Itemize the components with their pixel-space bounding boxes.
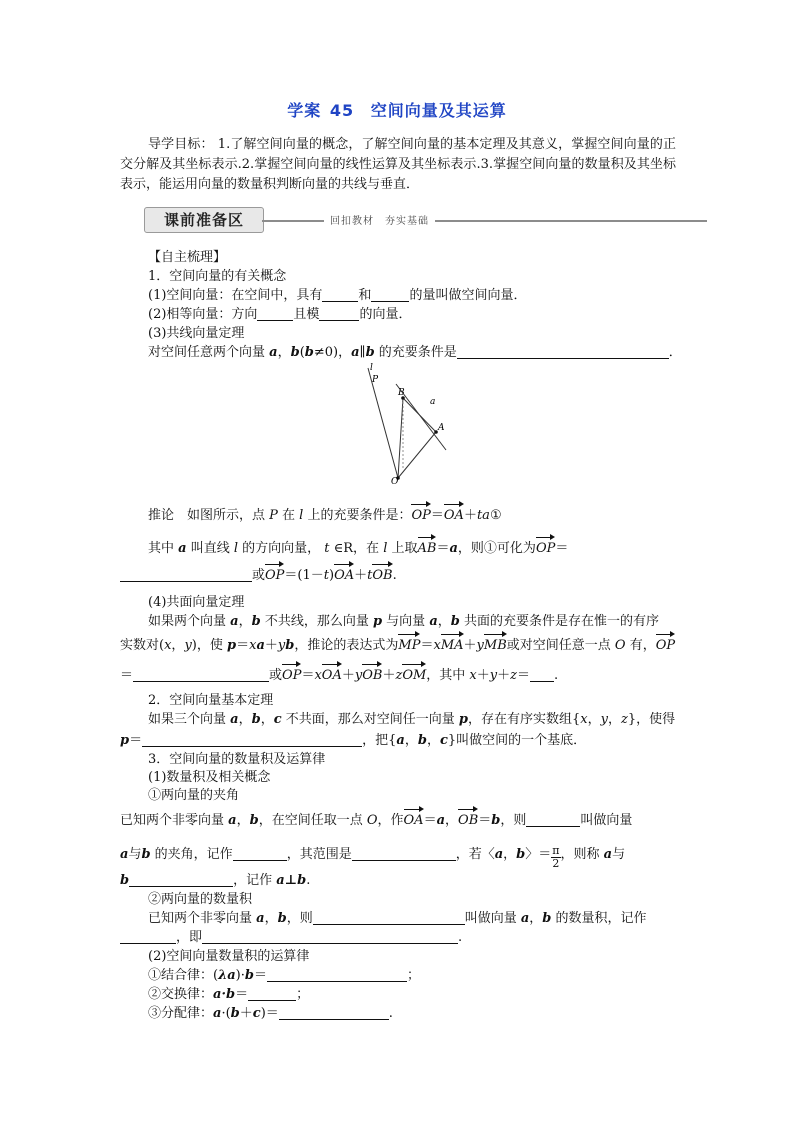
page-title [0,98,794,121]
heading-laws: (2)空间向量数量积的运算律 [148,949,310,964]
label-p: P [372,375,379,385]
blank-9[interactable] [142,732,362,747]
line-equal-vector: (2)相等向量：方向 且模 的向量． [148,307,412,322]
blank-3[interactable] [257,306,293,321]
law-associative: ①结合律：(λa)·b＝ ； [148,968,420,983]
line-corollary: 推论 如图所示，点 P 在 l 上的充要条件是：OP＝OA＋ta① [148,508,502,523]
label-a: A [438,423,445,433]
heading-angle: ①两向量的夹角 [148,788,240,803]
line-angle-a: 已知两个非零向量 a，b，在空间任取一点 O，作OA＝a，OB＝b，则 叫做向量 [120,813,633,828]
label-o: O [391,477,399,485]
line-dot-product-b: ，即 . [120,929,462,947]
heading-basic-theorem: 2．空间向量基本定理 [148,693,274,708]
learning-objectives: 导学目标： 1.了解空间向量的概念，了解空间向量的基本定理及其意义，掌握空间向量的正交分解及其坐标表示.2.掌握空间向量的线性运算及其坐标表示.3.掌握空间向量的数量积及其坐标表示，能运用向量的数量积判断向量的共线与垂直． [120,137,676,192]
line-coplanar-b: 实数对(x，y)，使 p＝xa＋yb，推论的表达式为MP＝xMA＋yMB或对空间任意一点 O 有，OP [120,638,676,653]
blank-15[interactable] [120,929,176,944]
blank-2[interactable] [371,287,409,302]
blank-19[interactable] [279,1005,389,1020]
heading-concepts: 1．空间向量的有关概念 [148,269,287,284]
title-number: 45 [329,101,355,120]
section-banner [144,205,707,235]
heading-dot-product-def: ②两向量的数量积 [148,892,253,907]
heading-dot-concepts: (1)数量积及相关概念 [148,770,271,785]
heading-coplanar: (4)共面向量定理 [148,595,245,610]
label-l: l [370,363,373,373]
segment-oa [398,432,436,478]
line-alt-form: 或OP＝(1－t)OA＋tOB. [120,567,397,585]
label-a-vector: a [430,397,436,407]
blank-16[interactable] [202,929,458,944]
pi-over-two: $\frac{\pi}{2}$ [552,844,560,870]
blank-4[interactable] [319,306,359,321]
line-angle-c: b ，记作 a⊥b. [120,873,311,888]
line-basic-theorem-a: 如果三个向量 a，b，c 不共面，那么对空间任一向量 p，存在有序实数组{x，y，z}，使得 [148,712,676,727]
line-direction-vector: 其中 a 叫直线 l 的方向向量， t ∈R，在 l 上取AB＝a，则①可化为OP＝ [148,541,569,556]
banner-label: 课前准备区 [144,207,264,233]
blank-8[interactable] [530,667,554,682]
blank-17[interactable] [267,967,407,982]
blank-14[interactable] [313,910,465,925]
blank-10[interactable] [526,812,580,827]
line-coplanar-a: 如果两个向量 a，b 不共线，那么向量 p 与向量 a，b 共面的充要条件是存在惟一的有序 [148,614,659,629]
blank-5[interactable] [457,344,669,359]
blank-18[interactable] [248,986,296,1001]
segment-ob [398,398,403,478]
line-dot-product-a: 已知两个非零向量 a，b，则 叫做向量 a，b 的数量积，记作 [148,911,647,926]
heading-dot-product: 3．空间向量的数量积及运算律 [148,752,326,767]
line-angle-b: a与b 的夹角，记作 ，其范围是 ，若〈a，b〉＝ $\frac{\pi}{2}$ ，则称 a与 [120,844,626,870]
line-space-vector: (1)空间向量：在空间中，具有 和 的量叫做空间向量． [148,288,527,303]
line-basic-theorem-b: p＝ ，把{a，b，c}叫做空间的一个基底． [120,733,587,748]
banner-subtitle: 回扣教材 夯实基础 [324,212,435,227]
label-b: B [398,388,405,398]
law-commutative: ②交换律：a·b＝ ； [148,987,310,1002]
title-text: 空间向量及其运算 [370,101,507,120]
self-review-heading: 【自主梳理】 [148,250,227,265]
title-prefix: 学案 [287,101,322,120]
line-coplanar-c: ＝ 或OP＝xOA＋yOB＋zOM，其中 x＋y＋z＝ . [120,668,559,683]
law-distributive: ③分配律：a·(b＋c)＝ . [148,1006,393,1021]
heading-collinear: (3)共线向量定理 [148,326,245,341]
blank-12[interactable] [352,846,456,861]
blank-7[interactable] [133,667,269,682]
blank-11[interactable] [233,846,287,861]
line-collinear-condition: 对空间任意两个向量 a，b(b≠0)，a∥b 的充要条件是 ． [148,345,682,360]
blank-13[interactable] [129,872,233,887]
blank-1[interactable] [322,287,358,302]
collinear-figure [358,360,458,485]
blank-6[interactable] [120,567,252,582]
